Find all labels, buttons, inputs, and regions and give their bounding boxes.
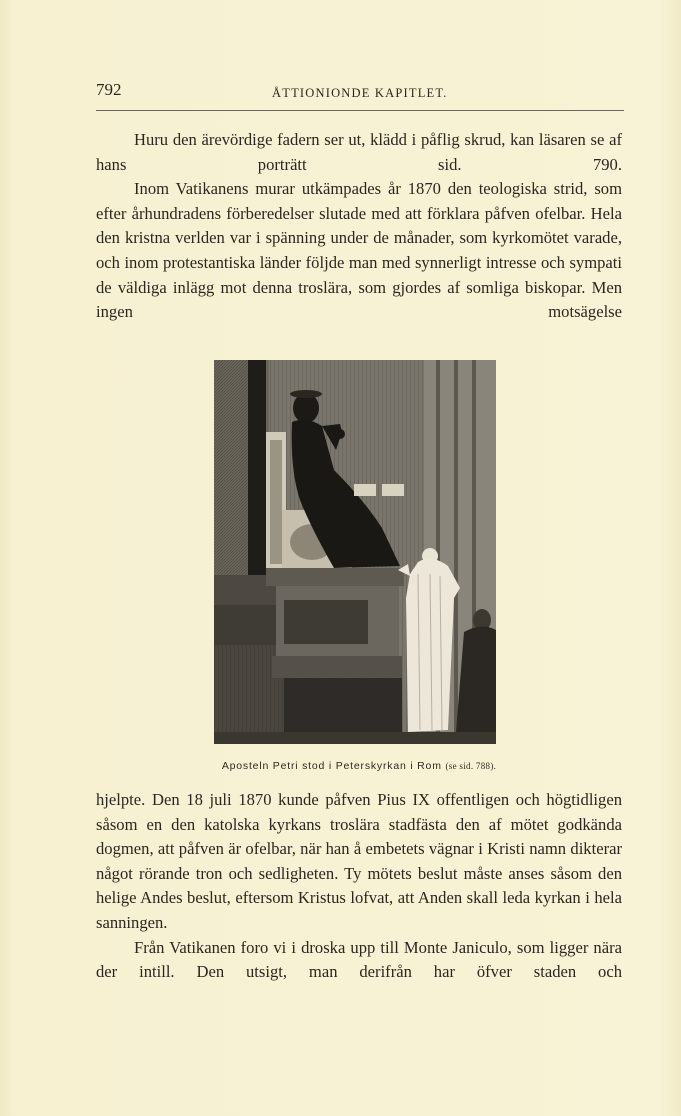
figure-caption xyxy=(96,760,622,772)
paragraph: Från Vatikanen foro vi i droska upp till Monte Janiculo, som ligger nära der intill. Den utsigt, man derifrån har öfver staden och xyxy=(96,937,622,982)
paragraph: Huru den ärevördige fadern ser ut, klädd i påflig skrud, kan läsaren se af hans porträtt sid. 790. xyxy=(96,130,622,174)
header-rule xyxy=(96,110,624,111)
paragraph: hjelpte. Den 18 juli 1870 kunde påfven Pius IX offentligen och högtidligen såsom en den katolska kyrkans troslära stadfästa den af mötet godkända dogmen, att påfven är ofelbar, när han å embetets vägnar i Kristi namn dikterar något rörande tron och sedligheten. Ty mötets beslut måste anses såsom den helige Andes beslut, eftersom Kristus lofvat, att Anden skall leda kyrkan i hela sanningen. xyxy=(96,790,622,932)
running-head: ÅTTIONIONDE KAPITLET. xyxy=(272,86,448,100)
page-header xyxy=(96,80,624,106)
caption-reference: (se sid. 788). xyxy=(445,761,497,771)
engraving-illustration xyxy=(214,360,496,744)
body-text-top xyxy=(96,128,622,325)
page-number: 792 xyxy=(96,80,122,99)
body-text-bottom xyxy=(96,788,622,985)
statue-engraving xyxy=(214,360,496,744)
caption-text: Aposteln Petri stod i Peterskyrkan i Rom xyxy=(221,760,442,772)
paragraph: Inom Vatikanens murar utkämpades år 1870 den teologiska strid, som efter århundradens förberedelser slutade med att förklara påfven ofelbar. Hela den kristna verlden var i spänning under de månader, som kyrkomötet varade, och inom protestantiska länder följde man med synnerligt intresse och sympati de väldiga inlägg mot denna troslära, som gjordes af somliga biskopar. Men ingen motsägelse xyxy=(96,179,622,322)
